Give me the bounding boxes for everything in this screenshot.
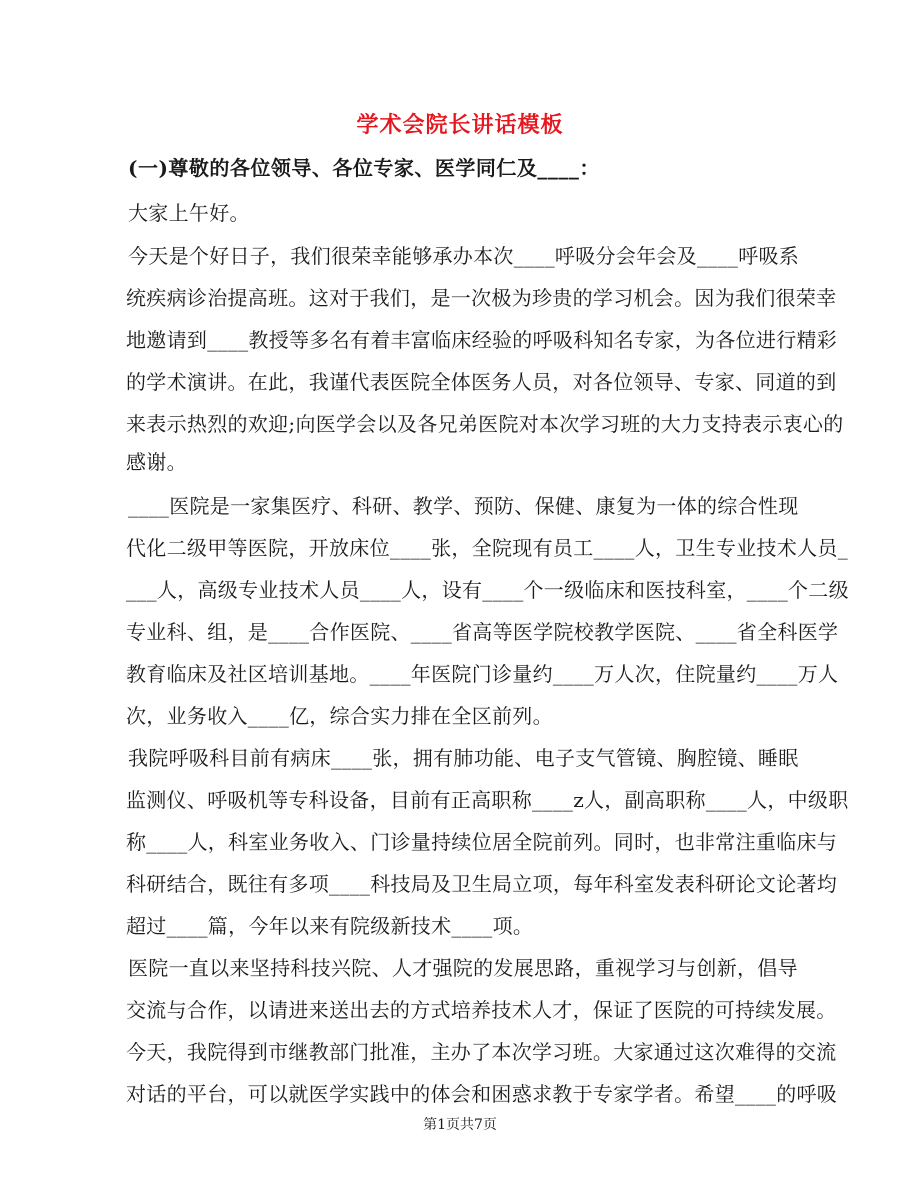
text-line: ____医院是一家集医疗、科研、教学、预防、保健、康复为一体的综合性现: [128, 494, 799, 518]
text-line: 监测仪、呼吸机等专科设备，目前有正高职称____z人，副高职称____人，中级职: [126, 788, 849, 812]
text-line: 我院呼吸科目前有病床____张，拥有肺功能、电子支气管镜、胸腔镜、睡眠: [128, 746, 799, 770]
text-line: 今天，我院得到市继教部门批准，主办了本次学习班。大家通过这次难得的交流: [126, 1040, 837, 1064]
text-line: 统疾病诊治提高班。这对于我们，是一次极为珍贵的学习机会。因为我们很荣幸: [126, 286, 837, 310]
text-line: 的学术演讲。在此，我谨代表医院全体医务人员，对各位领导、专家、同道的到: [126, 370, 837, 394]
text-line: ___人，高级专业技术人员____人，设有____个一级临床和医技科室，____个二级: [126, 578, 849, 602]
text-line: 专业科、组，是____合作医院、____省高等医学院校教学医院、____省全科医学: [126, 620, 839, 644]
text-line: 教育临床及社区培训基地。____年医院门诊量约____万人次，住院量约____万人: [126, 662, 839, 686]
text-line: 次，业务收入____亿，综合实力排在全区前列。: [126, 704, 553, 728]
text-line: 感谢。: [126, 450, 187, 474]
text-line: 交流与合作，以请进来送出去的方式培养技术人才，保证了医院的可持续发展。: [126, 998, 837, 1022]
text-line: 今天是个好日子，我们很荣幸能够承办本次____呼吸分会年会及____呼吸系: [128, 244, 800, 268]
text-line: 科研结合，既往有多项____科技局及卫生局立项，每年科室发表科研论文论著均: [126, 872, 838, 896]
text-line: 来表示热烈的欢迎;向医学会以及各兄弟医院对本次学习班的大力支持表示衷心的: [126, 412, 844, 436]
text-line: 超过____篇，今年以来有院级新技术____项。: [126, 914, 534, 938]
text-line: 大家上午好。: [128, 201, 250, 225]
page-number: 第1页共7页: [423, 1117, 497, 1133]
salutation-heading: (一)尊敬的各位领导、各位专家、医学同仁及____：: [128, 156, 600, 180]
text-line: 代化二级甲等医院，开放床位____张，全院现有员工____人，卫生专业技术人员_: [126, 536, 848, 560]
text-line: 医院一直以来坚持科技兴院、人才强院的发展思路，重视学习与创新，倡导: [128, 956, 798, 980]
document-title: 学术会院长讲话模板: [356, 112, 564, 138]
text-line: 地邀请到____教授等多名有着丰富临床经验的呼吸科知名专家，为各位进行精彩: [126, 328, 838, 352]
text-line: 对话的平台，可以就医学实践中的体会和困惑求教于专家学者。希望____的呼吸: [126, 1082, 838, 1106]
text-line: 称____人，科室业务收入、门诊量持续位居全院前列。同时，也非常注重临床与: [126, 830, 838, 854]
